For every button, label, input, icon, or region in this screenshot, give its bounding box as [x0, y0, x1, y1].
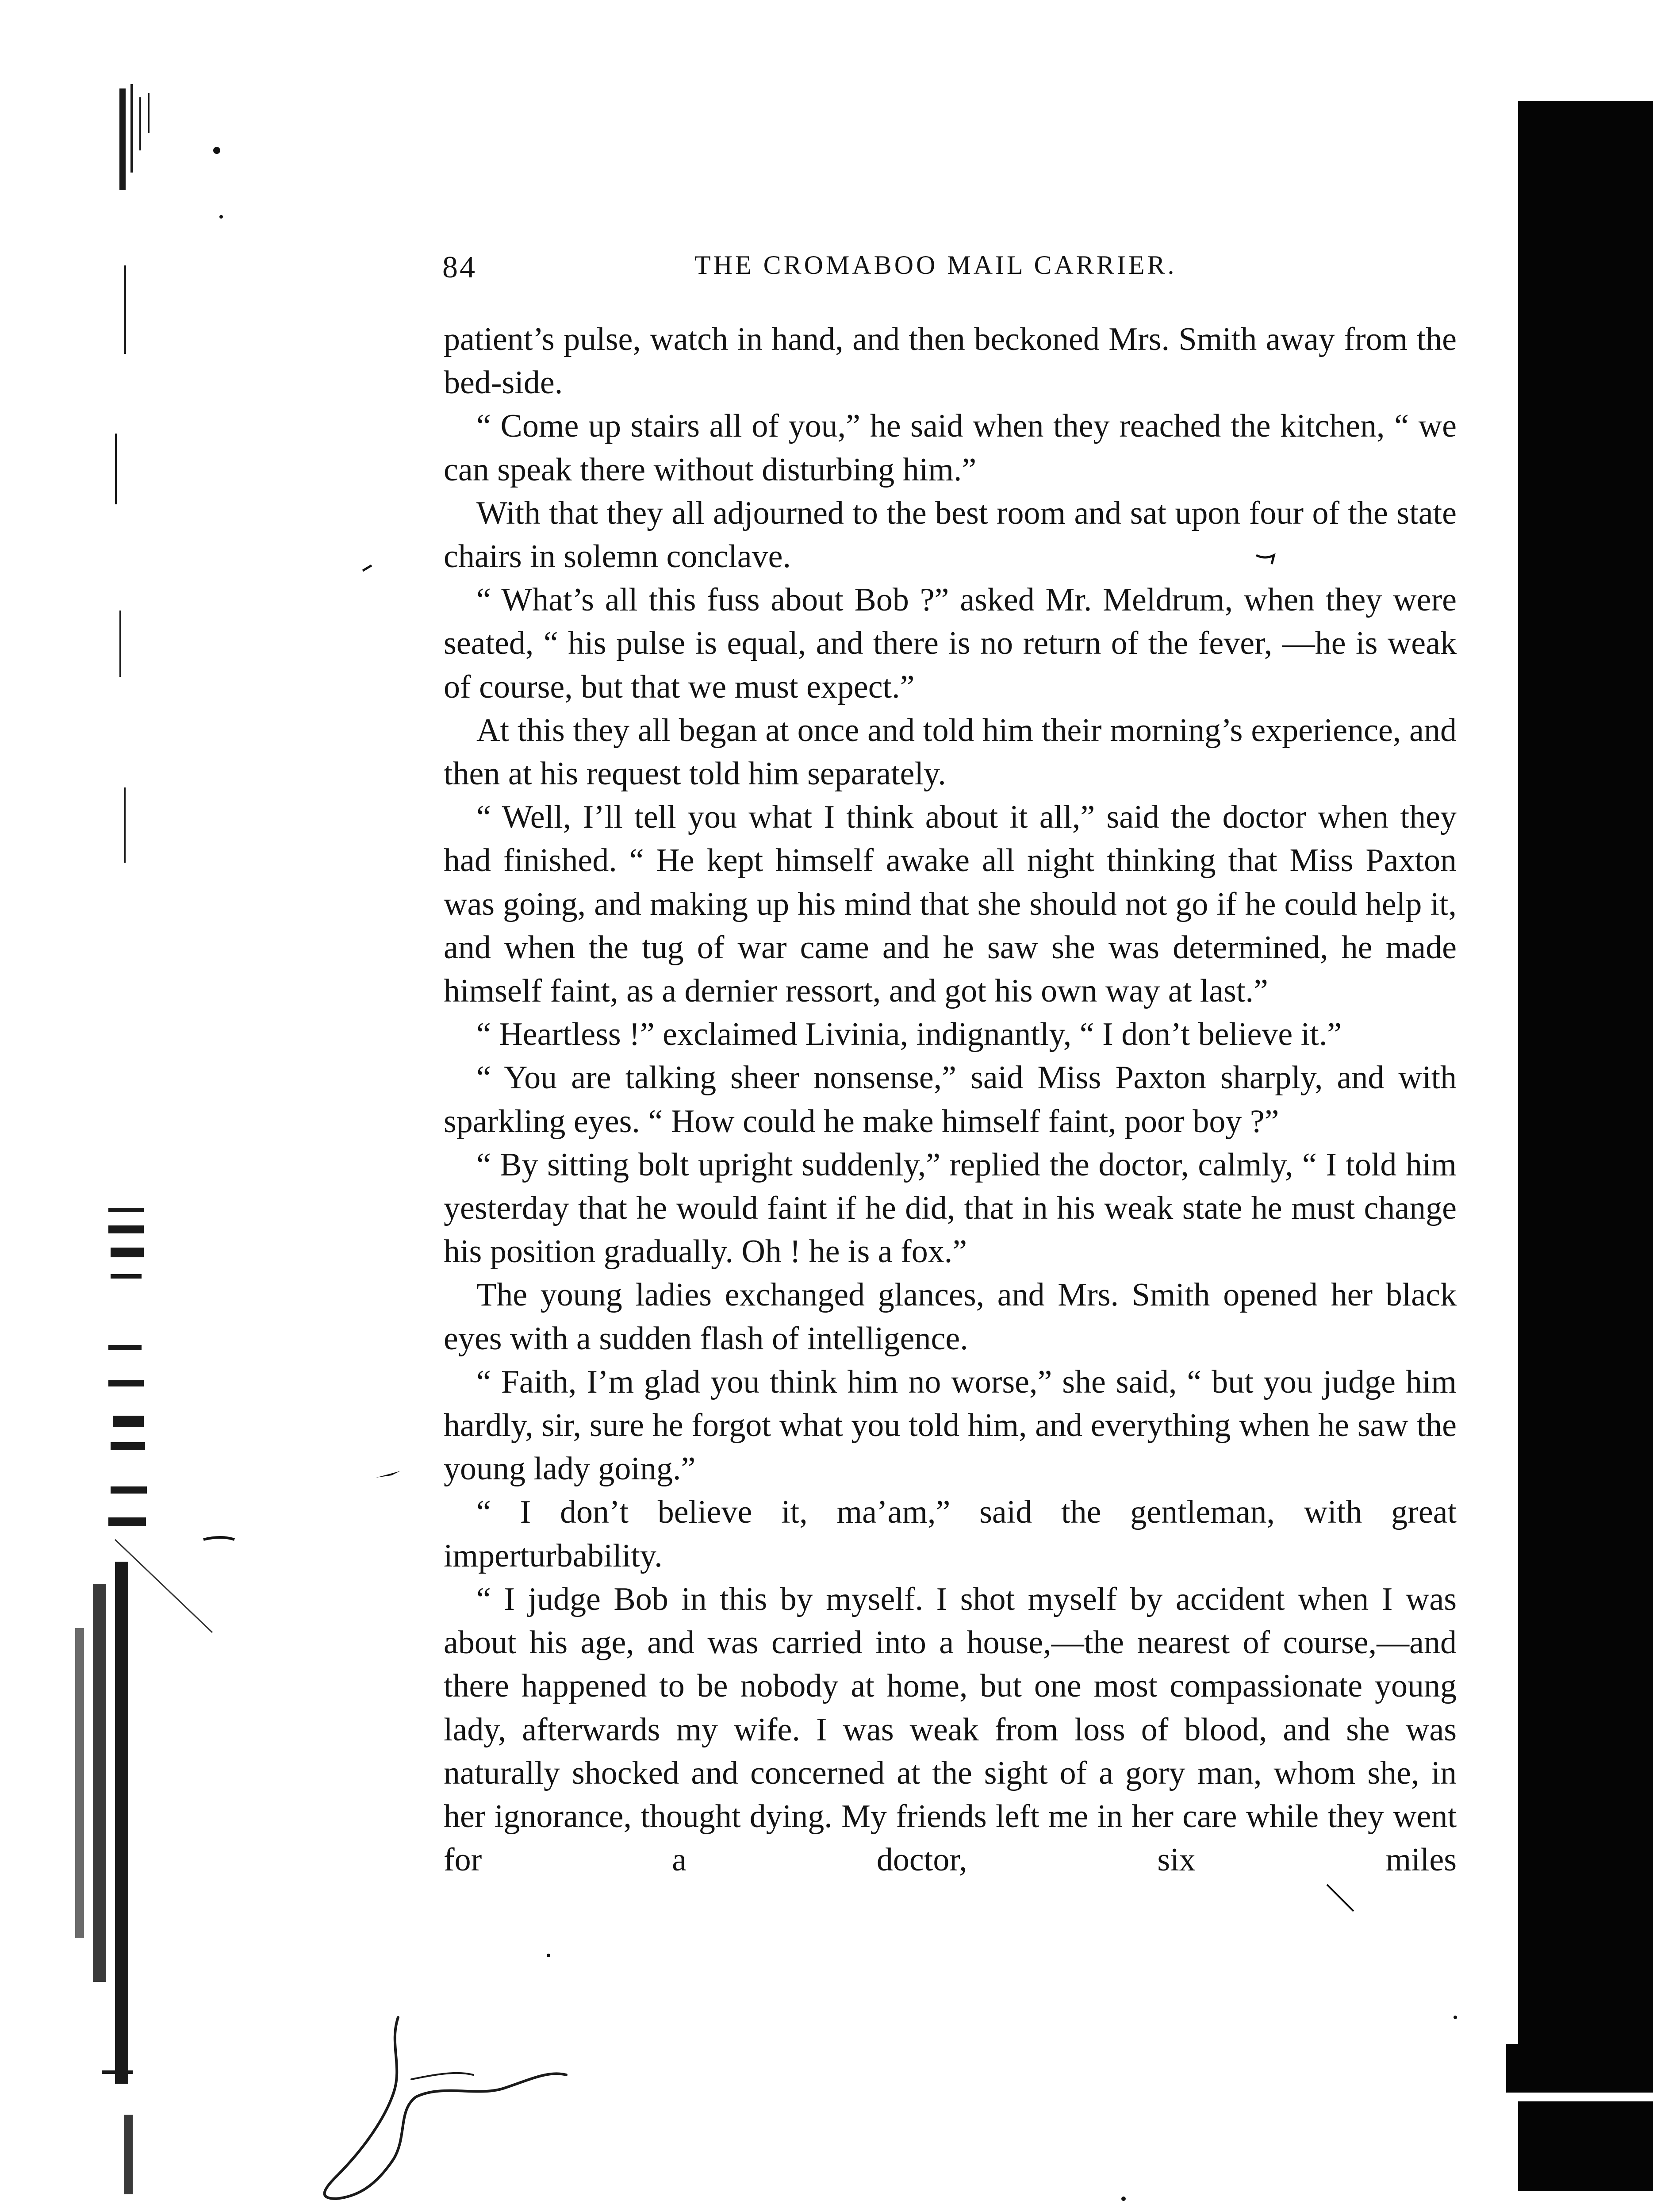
paragraph: “ Heartless !” exclaimed Livinia, indignantly, “ I don’t believe it.” [476, 1016, 1342, 1053]
right-page-edge-shadow-lower [1506, 2044, 1653, 2093]
right-page-edge-shadow [1518, 101, 1653, 2191]
binding-gutter-artifacts [66, 80, 199, 2212]
page-number: 84 [442, 250, 477, 284]
paragraph: “ You are talking sheer nonsense,” said Miss Paxton sharply, and with sparkling eyes. “ How could he make himself faint, poor boy ?” [444, 1060, 1457, 1140]
paragraph: “ Come up stairs all of you,” he said when they reached the kitchen, “ we can speak there without disturbing him.” [444, 408, 1457, 488]
paragraph: “ Faith, I’m glad you think him no worse,” she said, “ but you judge him hardly, sir, sure he forgot what you told him, and everything when he saw the young lady going.” [444, 1363, 1457, 1487]
paragraph: At this they all began at once and told him their morning’s experience, and then at his request told him separately. [444, 712, 1457, 792]
paragraph: “ Well, I’ll tell you what I think about it all,” said the doctor when they had finished. “ He kept himself awake all night thinking that Miss Paxton was going, and making up his mind that she should not go if he could help it, and when the tug of war came and he saw she was determined, he made himself faint, as a dernier ressort, and got his own way at last.” [444, 799, 1457, 1010]
paragraph: “ By sitting bolt upright suddenly,” replied the doctor, calmly, “ I told him yesterday that he would faint if he did, that in his weak state he must change his position gradually. Oh ! he is a fox.” [444, 1146, 1457, 1270]
right-page-edge-gap [1506, 2093, 1653, 2101]
body-text [444, 318, 1457, 1882]
paragraph: With that they all adjourned to the best room and sat upon four of the state chairs in solemn conclave. [444, 495, 1457, 575]
paragraph: patient’s pulse, watch in hand, and then beckoned Mrs. Smith away from the bed-side. [444, 321, 1457, 401]
running-header [442, 250, 1460, 290]
paragraph: “ I judge Bob in this by myself. I shot myself by accident when I was about his age, and was carried into a house,—the nearest of course,—and there happened to be nobody at home, but one most compassionate young lady, afterwards my wife. I was weak from loss of blood, and she was naturally shocked and concerned at the sight of a gory man, whom she, in her ignorance, thought dying. My friends left me in her care while they went for a doctor, six miles [444, 1581, 1457, 1878]
paragraph: The young ladies exchanged glances, and Mrs. Smith opened her black eyes with a sudden flash of intelligence. [444, 1277, 1457, 1357]
paragraph: “ What’s all this fuss about Bob ?” asked Mr. Meldrum, when they were seated, “ his pulse is equal, and there is no return of the fever, —he is weak of course, but that we must expect.” [444, 582, 1457, 705]
running-title: THE CROMABOO MAIL CARRIER. [694, 250, 1177, 280]
pen-scribble-mark [310, 2008, 619, 2203]
paragraph: “ I don’t believe it, ma’am,” said the gentleman, with great imperturbability. [444, 1494, 1457, 1574]
